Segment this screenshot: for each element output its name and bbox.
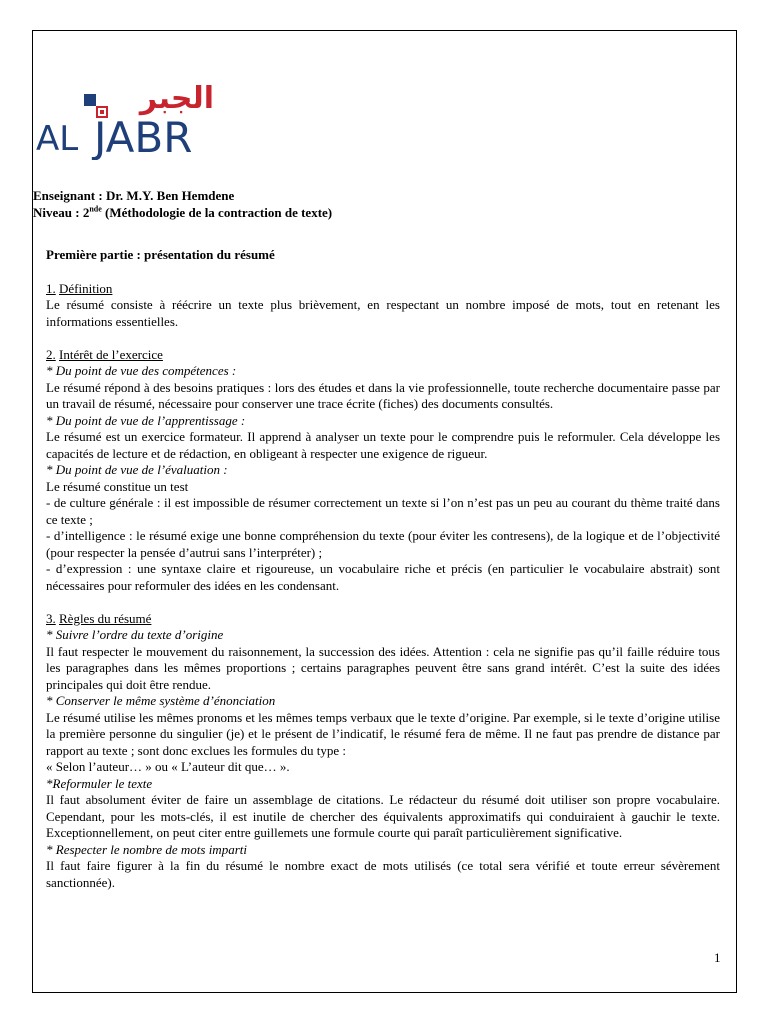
level-sup: nde	[89, 204, 102, 214]
section-1-text: Le résumé consiste à réécrire un texte plus brièvement, en respectant un nombre imposé de mots, tout en retenant les informations essentielles.	[46, 297, 720, 329]
part-title: Première partie : présentation du résumé	[46, 247, 275, 262]
section-3-para-3: Il faut absolument éviter de faire un assemblage de citations. Le rédacteur du résumé doit utiliser son propre vocabulaire. Cependant, pour les mots-clés, il est inutile de chercher des équivalents approximatifs qui conduiraient à gauchir le texte. Exceptionnellement, on peut citer entre guillemets une formule courte qui paraît particulièrement significative.	[46, 792, 720, 840]
level-label: Niveau :	[33, 204, 80, 220]
level-value: 2	[82, 204, 90, 220]
section-3-para-4: Il faut faire figurer à la fin du résumé le nombre exact de mots utilisés (ce total sera vérifié et toute erreur sévèrement sanctionnée).	[46, 858, 720, 890]
section-3-para-2: Le résumé utilise les mêmes pronoms et les mêmes temps verbaux que le texte d’origine. Par exemple, si le texte d’origine utilise la première personne du singulier (je) et le présent de l’indicatif, le résumé fera de même. Il ne faut pas prendre de distance par rapport au texte ; sont donc exclues les formules du type :	[46, 709, 720, 758]
section-3-heading: 3. Règles du résumé	[46, 610, 152, 626]
logo-al: AL	[36, 119, 79, 159]
logo-arabic-text: الجبر	[139, 82, 214, 116]
section-2-para-1: Le résumé répond à des besoins pratiques : lors des études et dans la vie professionnelle, toute recherche documentaire passe par un travail de résumé, nécessaire pour conserver une trace écrite (fiches) des documents consultés.	[46, 379, 720, 411]
logo-jabr: JABR	[94, 113, 193, 160]
al-jabr-logo	[36, 82, 216, 160]
teacher-label: Enseignant :	[33, 188, 103, 203]
section-2-sub-2: * Du point de vue de l’apprentissage :	[46, 412, 246, 428]
section-2-sub-3: * Du point de vue de l’évaluation :	[46, 462, 228, 477]
section-1-heading: 1. Définition	[46, 280, 113, 296]
page-number: 1	[714, 950, 721, 965]
section-3-para-2b: « Selon l’auteur… » ou « L’auteur dit que… ».	[46, 759, 290, 774]
section-2-para-3: Le résumé constitue un test	[46, 478, 189, 494]
section-2-sub-1: * Du point de vue des compétences :	[46, 363, 237, 378]
section-3-sub-4: * Respecter le nombre de mots imparti	[46, 841, 247, 857]
section-3-para-1: Il faut respecter le mouvement du raisonnement, la succession des idées. Attention : cela ne signifie pas qu’il faille réduire tous les paragraphes dans les mêmes proportions ; certains paragraphes peuvent être sans grand intérêt. C’est la suite des idées principales qui doit être rendue.	[46, 643, 720, 692]
section-3-sub-1: * Suivre l’ordre du texte d’origine	[46, 627, 224, 642]
document-header	[33, 188, 332, 221]
section-2-para-6: - d’expression : une syntaxe claire et rigoureuse, un vocabulaire riche et précis (en particulier le vocabulaire abstrait) sont nécessaires pour reformuler des idées en les condensant.	[46, 561, 720, 593]
section-2-heading: 2. Intérêt de l’exercice	[46, 346, 163, 362]
document-body	[46, 247, 720, 891]
level-line	[33, 205, 332, 222]
section-2-para-4: - de culture générale : il est impossible de résumer correctement un texte si l’on n’est pas un peu au courant du thème traité dans ce texte ;	[46, 495, 720, 527]
section-2-para-5: - d’intelligence : le résumé exige une bonne compréhension du texte (pour éviter les contresens), de la logique et de l’objectivité (pour respecter la pensée d’autrui sans l’interpréter) ;	[46, 528, 720, 560]
section-3-sub-2: * Conserver le même système d’énonciation	[46, 693, 276, 708]
level-desc: (Méthodologie de la contraction de texte)	[105, 204, 333, 220]
section-2-para-2: Le résumé est un exercice formateur. Il apprend à analyser un texte pour le comprendre puis le reformuler. Cela développe les capacités de lecture et de rédaction, en obligeant à respecter une exigence de rigueur.	[46, 429, 720, 461]
section-3-sub-3: *Reformuler le texte	[46, 775, 153, 791]
teacher-name: Dr. M.Y. Ben Hemdene	[105, 188, 235, 203]
teacher-line	[33, 188, 332, 205]
